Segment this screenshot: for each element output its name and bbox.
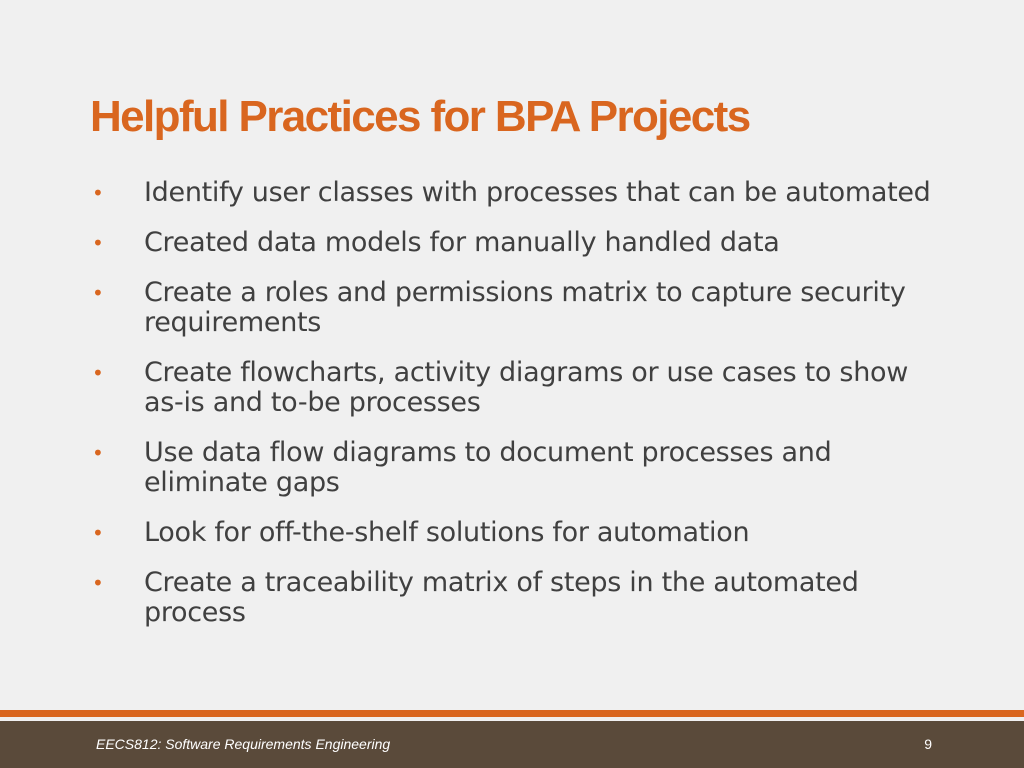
bullet-icon: • (92, 361, 104, 385)
list-item (90, 228, 950, 258)
footer-accent-stripe (0, 710, 1024, 717)
bullet-text: Create a roles and permissions matrix to capture security requirements (144, 277, 906, 338)
bullet-text: Look for off-the-shelf solutions for automation (144, 517, 750, 548)
list-item (90, 568, 950, 628)
slide-title: Helpful Practices for BPA Projects (90, 92, 750, 141)
bullet-text: Create flowcharts, activity diagrams or use cases to show as-is and to-be processes (144, 357, 909, 418)
bullet-text: Identify user classes with processes that can be automated (144, 177, 931, 208)
bullet-icon: • (92, 281, 104, 305)
bullet-text: Created data models for manually handled data (144, 227, 780, 258)
bullet-icon: • (92, 571, 104, 595)
bullet-icon: • (92, 441, 104, 465)
footer-bar (0, 721, 1024, 768)
bullet-list (90, 178, 950, 648)
bullet-icon: • (92, 231, 104, 255)
list-item (90, 438, 950, 498)
list-item (90, 278, 950, 338)
bullet-icon: • (92, 181, 104, 205)
bullet-text: Use data flow diagrams to document processes and eliminate gaps (144, 437, 832, 498)
footer-course-title: EECS812: Software Requirements Engineering (96, 736, 391, 752)
bullet-icon: • (92, 521, 104, 545)
page-number: 9 (924, 736, 932, 752)
list-item (90, 178, 950, 208)
bullet-text: Create a traceability matrix of steps in the automated process (144, 567, 859, 628)
list-item (90, 518, 950, 548)
list-item (90, 358, 950, 418)
